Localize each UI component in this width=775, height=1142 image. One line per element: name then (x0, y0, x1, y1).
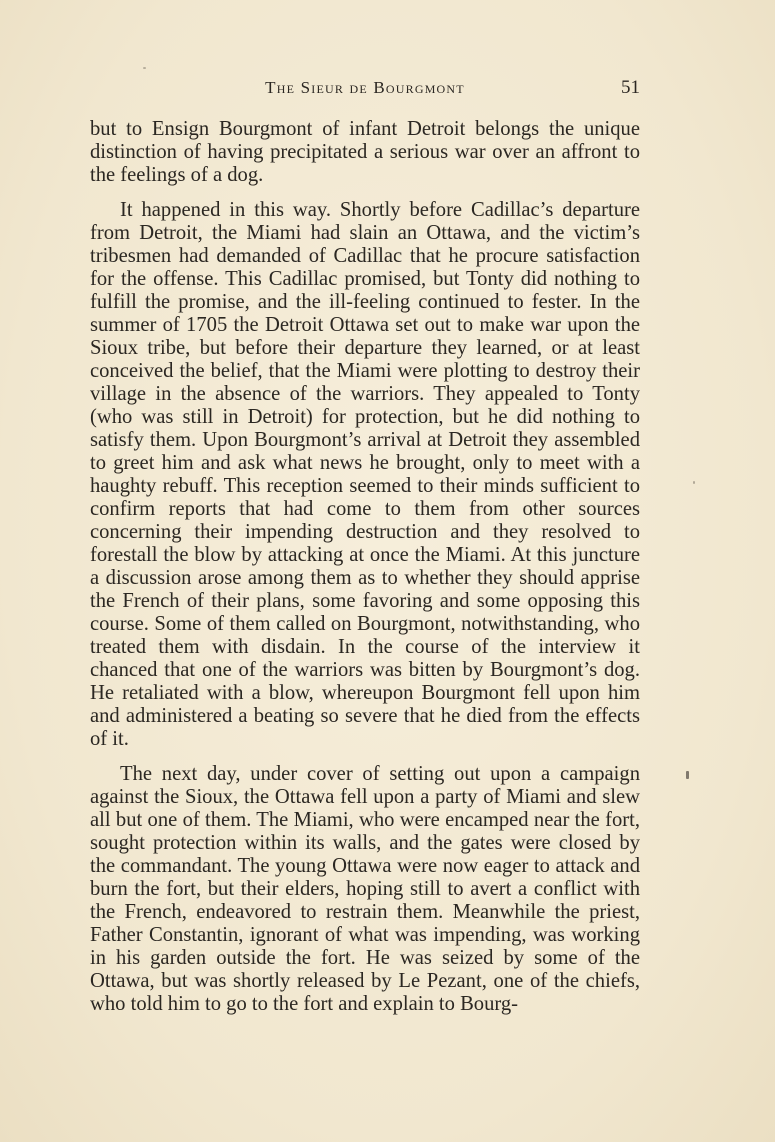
paper-speck (686, 771, 689, 779)
paper-speck (143, 67, 146, 69)
body-text (90, 118, 640, 1028)
running-head (90, 76, 640, 100)
paragraph: It happened in this way. Shortly before Cadillac’s departure from Detroit, the Miami had slain an Ottawa, and the victim’s tribesmen had demanded of Cadillac that he procure satisfaction for the offense. This Cadillac promised, but Tonty did nothing to fulfill the promise, and the ill-feeling continued to fester. In the summer of 1705 the Detroit Ottawa set out to make war upon the Sioux tribe, but before their departure they learned, or at least conceived the belief, that the Miami were plotting to destroy their village in the absence of the warriors. They appealed to Tonty (who was still in Detroit) for protection, but he did nothing to satisfy them. Upon Bourgmont’s arrival at Detroit they assembled to greet him and ask what news he brought, only to meet with a haughty rebuff. This reception seemed to their minds sufficient to confirm reports that had come to them from other sources concerning their impending destruction and they resolved to forestall the blow by attacking at once the Miami. At this juncture a discussion arose among them as to whether they should apprise the French of their plans, some favoring and some opposing this course. Some of them called on Bourgmont, notwithstanding, who treated them with disdain. In the course of the interview it chanced that one of the warriors was bitten by Bourgmont’s dog. He retaliated with a blow, whereupon Bourgmont fell upon him and administered a beating so severe that he died from the effects of it. (90, 199, 640, 750)
paragraph: The next day, under cover of setting out upon a campaign against the Sioux, the Ottawa fell upon a party of Miami and slew all but one of them. The Miami, who were encamped near the fort, sought protection within its walls, and the gates were closed by the commandant. The young Ottawa were now eager to attack and burn the fort, but their elders, hoping still to avert a conflict with the French, endeavored to restrain them. Meanwhile the priest, Father Constantin, ignorant of what was impending, was working in his garden outside the fort. He was seized by some of the Ottawa, but was shortly released by Le Pezant, one of the chiefs, who told him to go to the fort and explain to Bourg- (90, 763, 640, 1015)
paragraph: but to Ensign Bourgmont of infant Detroit belongs the unique distinction of having precipitated a serious war over an affront to the feelings of a dog. (90, 118, 640, 186)
page-number: 51 (621, 77, 640, 98)
running-title: The Sieur de Bourgmont (265, 78, 465, 97)
paper-speck (693, 481, 695, 484)
